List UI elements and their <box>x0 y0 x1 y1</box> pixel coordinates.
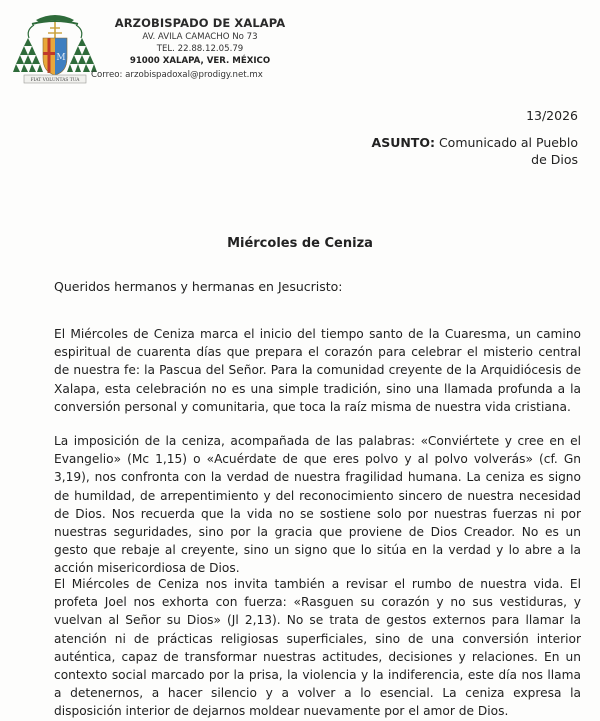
subject-block <box>358 134 578 168</box>
document-date: 13/2026 <box>526 108 578 123</box>
email-address: Correo: arzobispadoxal@prodigy.net.mx <box>91 70 263 80</box>
phone: TEL. 22.88.12.05.79 <box>156 44 244 54</box>
document-title: Miércoles de Ceniza <box>227 236 373 251</box>
svg-text:FIAT VOLUNTAS TUA: FIAT VOLUNTAS TUA <box>30 78 80 83</box>
coat-of-arms-icon <box>12 8 98 86</box>
organization-name: ARZOBISPADO DE XALAPA <box>114 16 286 30</box>
address: AV. AVILA CAMACHO No 73 <box>142 32 258 42</box>
paragraph-2: La imposición de la ceniza, acompañada de las palabras: «Conviértete y cree en el Evangelio» (Mc 1,15) o «Acuérdate de que eres polvo y al polvo volverás» (cf. Gn 3,19), nos confronta con la verdad de nuestra fragilidad humana. La ceniza es signo de humildad, de arrepentimiento y del reconocimiento sincero de nuestra necesidad de Dios. Nos recuerda que la vida no se sostiene solo por nuestras fuerzas ni por nuestras seguridades, sino por la gracia que proviene de Dios Creador. No es un gesto que rebaje al creyente, sino un signo que lo sitúa en la verdad y lo abre a la acción misericordiosa de Dios. <box>54 434 581 576</box>
svg-text:M: M <box>56 53 66 63</box>
letterhead <box>100 16 300 67</box>
subject-text: Comunicado al Pueblo de Dios <box>434 135 578 167</box>
salutation: Queridos hermanos y hermanas en Jesucristo: <box>54 279 343 294</box>
paragraph-1: El Miércoles de Ceniza marca el inicio del tiempo santo de la Cuaresma, un camino espiritual de cuarenta días que prepara el corazón para celebrar el misterio central de nuestra fe: la Pascua del Señor. Para la comunidad creyente de la Arquidiócesis de Xalapa, esta celebración no es una simple tradición, sino una llamada profunda a la conversión personal y comunitaria, que toca la raíz misma de nuestra vida cristiana. <box>54 327 581 414</box>
paragraph-3: El Miércoles de Ceniza nos invita también a revisar el rumbo de nuestra vida. El profeta Joel nos exhorta con fuerza: «Rasguen su corazón y no sus vestiduras, y vuelvan al Señor su Dios» (Jl 2,13). No se trata de gestos externos para llamar la atención ni de prácticas religiosas superficiales, sino de una conversión interior auténtica, capaz de transformar nuestras actitudes, decisiones y relaciones. En un contexto social marcado por la prisa, la violencia y la indiferencia, este día nos llama a detenernos, a hacer silencio y a volver a lo esencial. La ceniza expresa la disposición interior de dejarnos moldear nuevamente por el amor de Dios. <box>54 577 581 719</box>
city: 91000 XALAPA, VER. MÉXICO <box>129 56 271 66</box>
subject-label: ASUNTO: <box>371 135 435 150</box>
